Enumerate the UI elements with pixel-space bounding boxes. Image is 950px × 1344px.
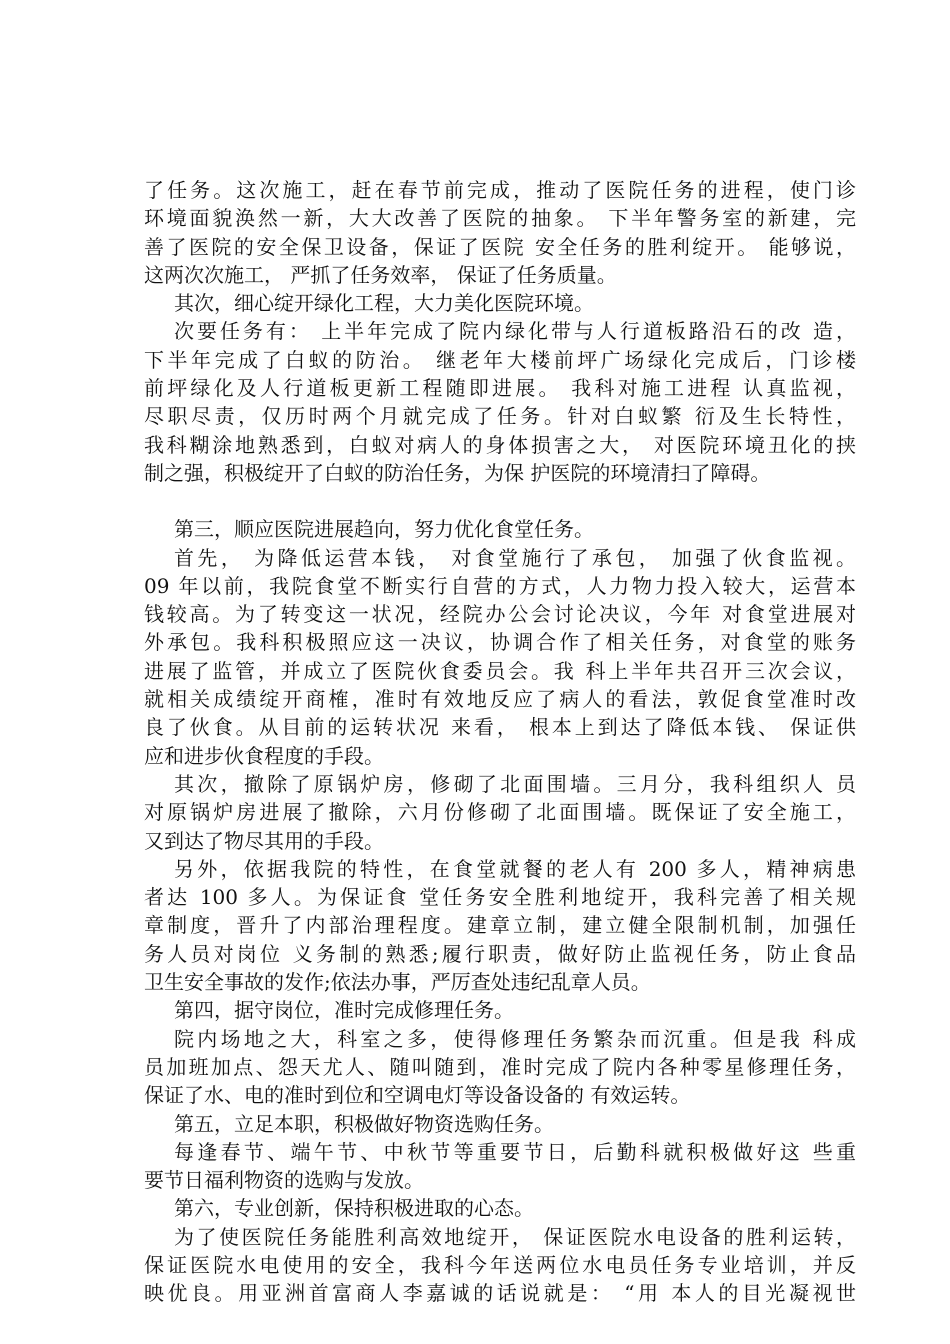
text-line: 第三，顺应医院进展趋向，努力优化食堂任务。 <box>174 517 594 542</box>
text-line: 要节日福利物资的选购与发放。 <box>144 1168 424 1193</box>
text-line: 尽职尽责，仅历时两个月就完成了任务。针对白蚁繁 衍及生长特性， <box>144 404 856 429</box>
text-line: 保证医院水电使用的安全，我科今年送两位水电员任务专业培训，并反 <box>144 1252 856 1277</box>
text-line: 良了伙食。从目前的运转状况 来看， 根本上到达了降低本钱、 保证供 <box>144 715 856 740</box>
text-line: 第四，据守岗位，准时完成修理任务。 <box>174 998 514 1023</box>
text-line: 善了医院的安全保卫设备，保证了医院 安全任务的胜利绽开。 能够说， <box>144 234 856 259</box>
body-text <box>144 176 856 1308</box>
text-line: 院内场地之大，科室之多，使得修理任务繁杂而沉重。但是我 科成 <box>174 1026 856 1051</box>
text-line: 下半年完成了白蚁的防治。 继老年大楼前坪广场绿化完成后，门诊楼 <box>144 347 856 372</box>
text-line: 其次，撤除了原锅炉房，修砌了北面围墙。三月分，我科组织人 员 <box>174 771 856 796</box>
text-line: 外承包。我科积极照应这一决议，协调合作了相关任务，对食堂的账务 <box>144 630 856 655</box>
text-line: 另外，依据我院的特性，在食堂就餐的老人有 200 多人，精神病患 <box>174 856 856 881</box>
text-line: 了任务。这次施工，赶在春节前完成，推动了医院任务的进程，使门诊 <box>144 178 856 202</box>
text-line: 钱较高。为了转变这一状况，经院办公会讨论决议，今年 对食堂进展对 <box>144 602 856 627</box>
text-line: 这两次次施工， 严抓了任务效率， 保证了任务质量。 <box>144 262 617 287</box>
text-line: 为了使医院任务能胜利高效地绽开， 保证医院水电设备的胜利运转， <box>174 1224 856 1249</box>
text-line: 员加班加点、怨天尤人、随叫随到，准时完成了院内各种零星修理任务， <box>144 1054 856 1079</box>
text-line: 09 年以前，我院食堂不断实行自营的方式，人力物力投入较大，运营本 <box>144 573 856 598</box>
text-line: 又到达了物尽其用的手段。 <box>144 828 384 853</box>
text-line: 第六，专业创新，保持积极进取的心态。 <box>174 1196 534 1221</box>
text-line: 就相关成绩绽开商榷，准时有效地反应了病人的看法，敦促食堂准时改 <box>144 687 856 712</box>
paragraph-gap <box>144 487 856 515</box>
text-line: 进展了监管，并成立了医院伙食委员会。我 科上半年共召开三次会议， <box>144 658 856 683</box>
text-line: 映优良。用亚洲首富商人李嘉诚的话说就是： “用 本人的目光凝视世 <box>144 1281 856 1306</box>
text-line: 每逢春节、端午节、中秋节等重要节日，后勤科就积极做好这 些重 <box>174 1139 856 1164</box>
text-line: 保证了水、电的准时到位和空调电灯等设备设备的 有效运转。 <box>144 1083 691 1108</box>
text-line: 卫生安全事故的发作;依法办事，严厉查处违纪乱章人员。 <box>144 970 651 995</box>
text-line: 首先， 为降低运营本钱， 对食堂施行了承包， 加强了伙食监视。 <box>174 545 856 570</box>
text-line: 者达 100 多人。为保证食 堂任务安全胜利地绽开，我科完善了相关规 <box>144 885 856 910</box>
text-line: 前坪绿化及人行道板更新工程随即进展。 我科对施工进程 认真监视， <box>144 376 856 401</box>
text-line: 我科糊涂地熟悉到，白蚁对病人的身体损害之大， 对医院环境丑化的挟 <box>144 432 856 457</box>
text-line: 其次，细心绽开绿化工程，大力美化医院环境。 <box>174 291 594 316</box>
text-line: 对原锅炉房进展了撤除，六月份修砌了北面围墙。既保证了安全施工， <box>144 800 856 825</box>
text-line: 务人员对岗位 义务制的熟悉;履行职责，做好防止监视任务，防止食品 <box>144 941 856 966</box>
text-line: 环境面貌涣然一新，大大改善了医院的抽象。 下半年警务室的新建，完 <box>144 206 856 231</box>
text-line: 制之强，积极绽开了白蚁的防治任务，为保 护医院的环境清扫了障碍。 <box>144 460 771 485</box>
text-line: 第五，立足本职，积极做好物资选购任务。 <box>174 1111 554 1136</box>
text-line: 章制度，晋升了内部治理程度。建章立制，建立健全限制机制，加强任 <box>144 913 856 938</box>
text-line: 次要任务有： 上半年完成了院内绿化带与人行道板路沿石的改 造， <box>174 319 856 344</box>
text-line: 应和进步伙食程度的手段。 <box>144 743 384 768</box>
